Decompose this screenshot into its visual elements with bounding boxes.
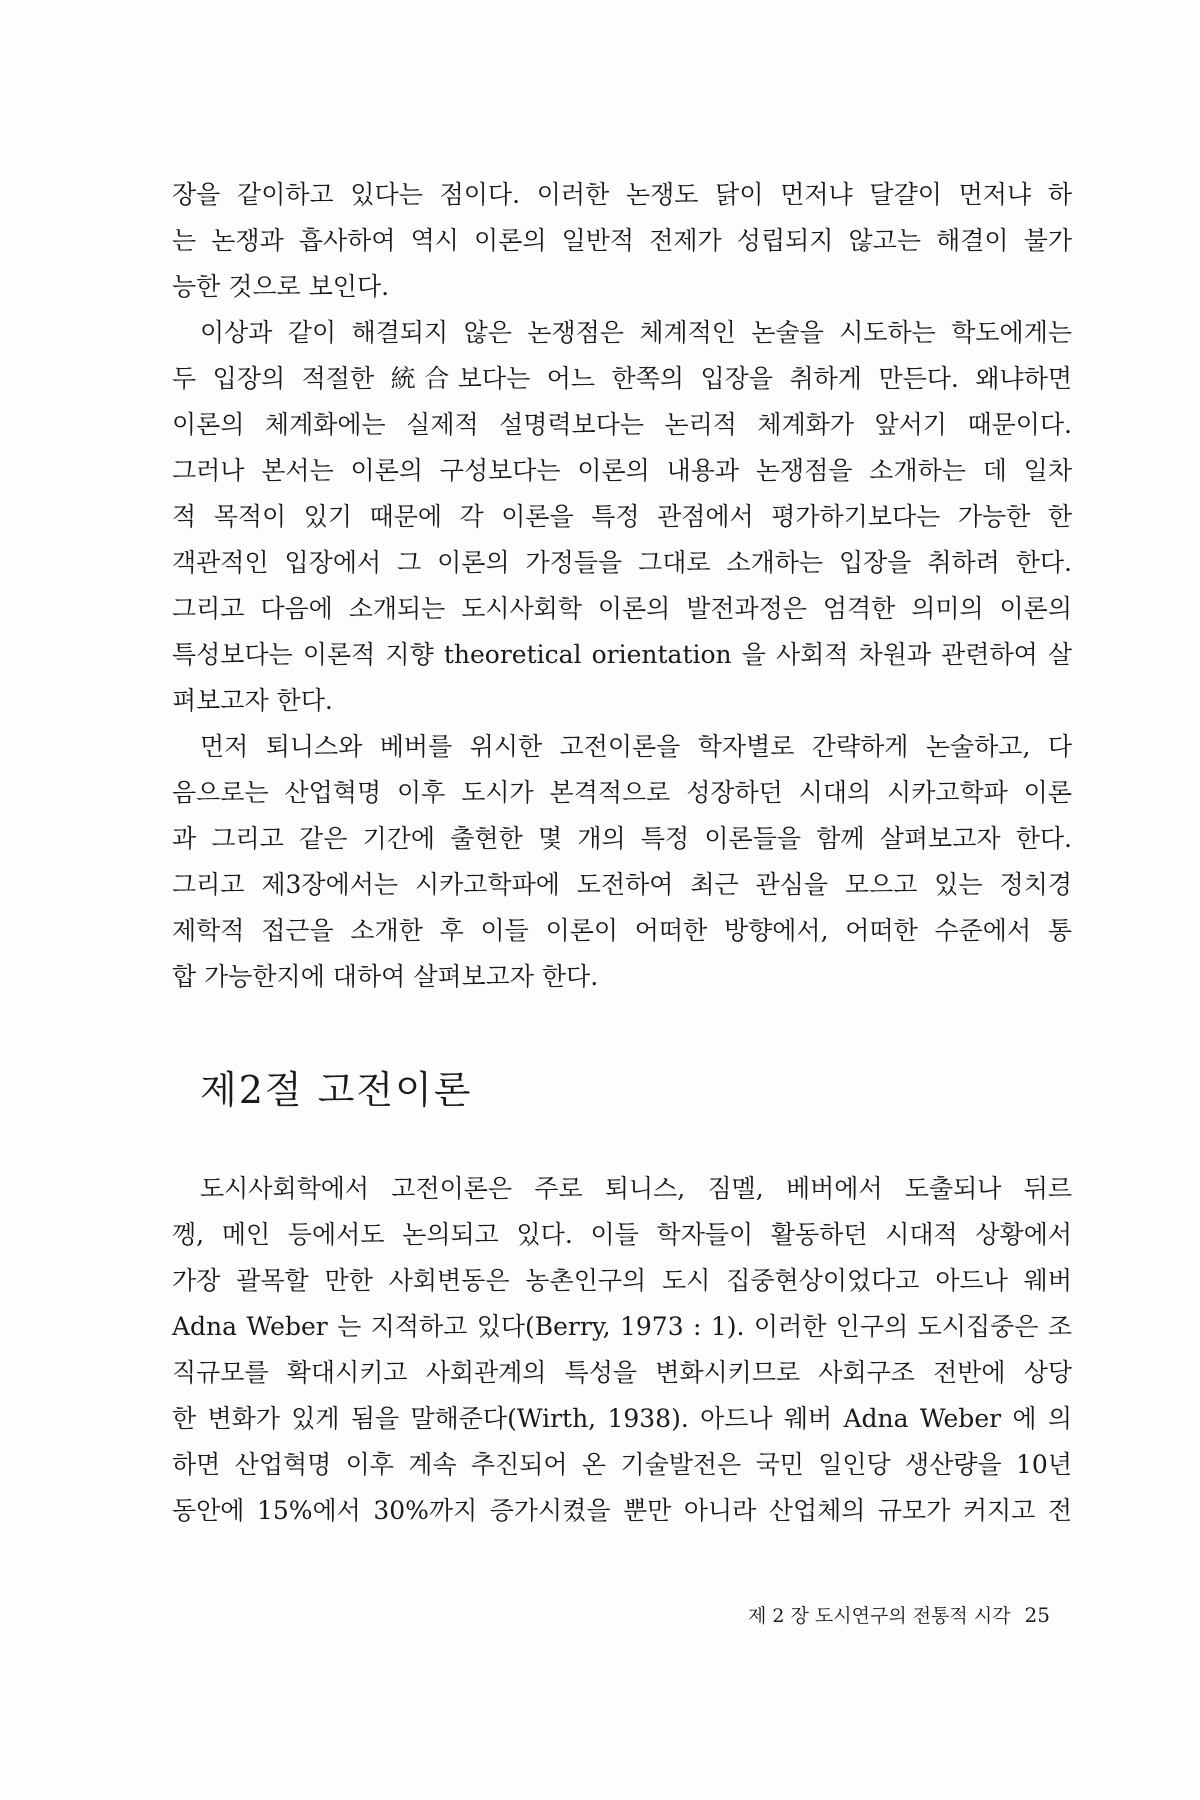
text-line: 음으로는 산업혁명 이후 도시가 본격적으로 성장하던 시대의 시카고학파 이론 xyxy=(172,778,1072,807)
body-text-bottom xyxy=(172,1166,1072,1534)
text-line: 과 그리고 같은 기간에 출현한 몇 개의 특정 이론들을 함께 살펴보고자 한다. xyxy=(172,824,1072,853)
text-line: 제학적 접근을 소개한 후 이들 이론이 어떠한 방향에서, 어떠한 수준에서 통 xyxy=(172,916,1072,945)
body-text-top xyxy=(172,172,1072,1000)
text-line: 능한 것으로 보인다. xyxy=(172,272,390,301)
text-line: 한 변화가 있게 됨을 말해준다(Wirth, 1938). 아드나 웨버 Adna Weber 에 의 xyxy=(172,1404,1072,1433)
text-line: 그리고 다음에 소개되는 도시사회학 이론의 발전과정은 엄격한 의미의 이론의 xyxy=(172,594,1072,623)
page-footer xyxy=(748,1600,1050,1631)
text-line: 그리고 제3장에서는 시카고학파에 도전하여 최근 관심을 모으고 있는 정치경 xyxy=(172,870,1072,899)
text-line: 도시사회학에서 고전이론은 주로 퇴니스, 짐멜, 베버에서 도출되나 뒤르 xyxy=(200,1174,1072,1203)
text-line: 이론의 체계화에는 실제적 설명력보다는 논리적 체계화가 앞서기 때문이다. xyxy=(172,410,1072,439)
text-line: 는 논쟁과 흡사하여 역시 이론의 일반적 전제가 성립되지 않고는 해결이 불가 xyxy=(172,226,1072,255)
text-line: 합 가능한지에 대하여 살펴보고자 한다. xyxy=(172,962,599,991)
text-line: 장을 같이하고 있다는 점이다. 이러한 논쟁도 닭이 먼저냐 달걀이 먼저냐 하 xyxy=(172,180,1072,209)
text-line: 펴보고자 한다. xyxy=(172,686,333,715)
section-heading: 제2절 고전이론 xyxy=(200,1068,473,1112)
running-header-chapter: 제 2 장 도시연구의 전통적 시각 xyxy=(748,1605,1011,1627)
page-number: 25 xyxy=(1024,1603,1050,1627)
text-line: 적 목적이 있기 때문에 각 이론을 특정 관점에서 평가하기보다는 가능한 한 xyxy=(172,502,1072,531)
text-line: 직규모를 확대시키고 사회관계의 특성을 변화시키므로 사회구조 전반에 상당 xyxy=(172,1358,1072,1387)
text-line: 두 입장의 적절한 統合보다는 어느 한쪽의 입장을 취하게 만든다. 왜냐하면 xyxy=(172,364,1072,393)
text-line: 하면 산업혁명 이후 계속 추진되어 온 기술발전은 국민 일인당 생산량을 10년 xyxy=(172,1450,1072,1479)
text-line: 먼저 퇴니스와 베버를 위시한 고전이론을 학자별로 간략하게 논술하고, 다 xyxy=(200,732,1072,761)
text-line: 그러나 본서는 이론의 구성보다는 이론의 내용과 논쟁점을 소개하는 데 일차 xyxy=(172,456,1072,485)
text-line: Adna Weber 는 지적하고 있다(Berry, 1973 : 1). 이러한 인구의 도시집중은 조 xyxy=(172,1312,1072,1341)
text-line: 가장 괄목할 만한 사회변동은 농촌인구의 도시 집중현상이었다고 아드나 웨버 xyxy=(172,1266,1072,1295)
text-line: 객관적인 입장에서 그 이론의 가정들을 그대로 소개하는 입장을 취하려 한다. xyxy=(172,548,1072,577)
text-line: 껭, 메인 등에서도 논의되고 있다. 이들 학자들이 활동하던 시대적 상황에서 xyxy=(172,1220,1072,1249)
text-line: 특성보다는 이론적 지향 theoretical orientation 을 사회적 차원과 관련하여 살 xyxy=(172,640,1072,669)
text-line: 이상과 같이 해결되지 않은 논쟁점은 체계적인 논술을 시도하는 학도에게는 xyxy=(200,318,1072,347)
text-line: 동안에 15%에서 30%까지 증가시켰을 뿐만 아니라 산업체의 규모가 커지고 전 xyxy=(172,1496,1072,1525)
